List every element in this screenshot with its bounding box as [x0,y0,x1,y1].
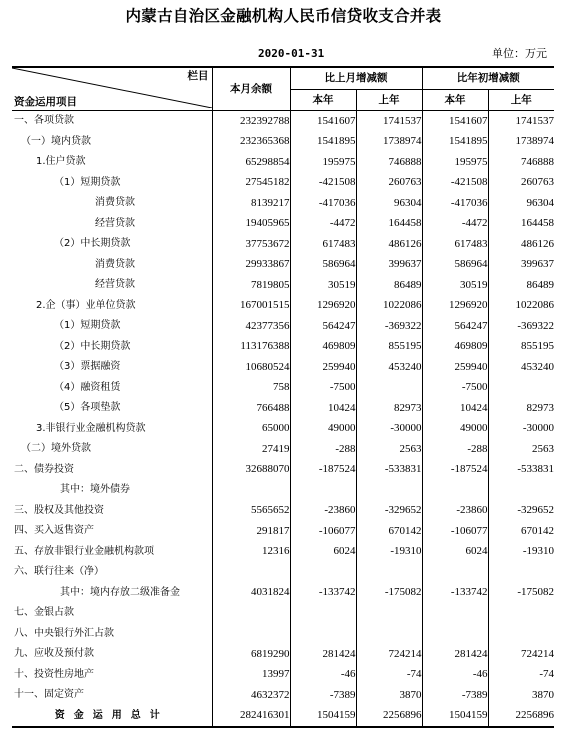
table-row [12,398,554,419]
cell-month-this-year: 10424 [290,398,356,419]
cell-month-last-year: 724214 [356,644,422,665]
cell-balance: 27419 [212,439,290,460]
cell-balance: 42377356 [212,316,290,337]
cell-month-this-year: 1541895 [290,132,356,153]
table-row [12,214,554,235]
cell-ytd-this-year: 6024 [422,542,488,563]
cell-ytd-last-year: 260763 [488,173,554,194]
cell-ytd-last-year: 2256896 [488,706,554,728]
cell-balance [212,603,290,624]
cell-month-last-year: 260763 [356,173,422,194]
row-label: （1）短期贷款 [54,176,121,188]
cell-balance: 113176388 [212,337,290,358]
row-label: 其中：境内存放二级准备金 [60,586,180,598]
cell-month-this-year: 617483 [290,234,356,255]
table-row [12,542,554,563]
cell-ytd-last-year [488,480,554,501]
cell-ytd-last-year [488,624,554,645]
cell-month-last-year [356,378,422,399]
cell-month-this-year [290,562,356,583]
cell-ytd-this-year: -7389 [422,685,488,706]
cell-balance: 4031824 [212,583,290,604]
cell-month-last-year: -369322 [356,316,422,337]
cell-ytd-this-year: 586964 [422,255,488,276]
cell-balance [212,480,290,501]
cell-balance [212,624,290,645]
cell-ytd-last-year: -329652 [488,501,554,522]
table-row [12,480,554,501]
cell-balance: 282416301 [212,706,290,728]
cell-ytd-this-year [422,562,488,583]
table-row [12,624,554,645]
row-label: 六、联行往来（净） [14,566,104,578]
cell-month-last-year: 2563 [356,439,422,460]
cell-ytd-last-year: -533831 [488,460,554,481]
corner-top-label: 栏目 [187,70,209,82]
cell-balance: 4632372 [212,685,290,706]
row-label: 资金运用总计 [12,706,212,728]
cell-balance: 29933867 [212,255,290,276]
table-row [12,562,554,583]
table-row [12,644,554,665]
row-label: 消费贷款 [95,258,135,270]
cell-balance: 6819290 [212,644,290,665]
cell-ytd-last-year: -74 [488,665,554,686]
cell-month-last-year: 453240 [356,357,422,378]
cell-ytd-this-year: 469809 [422,337,488,358]
report-title: 内蒙古自治区金融机构人民币信贷收支合并表 [125,7,442,25]
cell-month-this-year: 6024 [290,542,356,563]
cell-ytd-this-year: -46 [422,665,488,686]
cell-ytd-last-year [488,378,554,399]
report-date: 2020-01-31 [258,47,325,60]
cell-ytd-last-year: 86489 [488,275,554,296]
cell-month-this-year: 281424 [290,644,356,665]
cell-balance: 19405965 [212,214,290,235]
cell-balance: 5565652 [212,501,290,522]
this-year-header-2: 本年 [422,89,488,111]
row-label: 十一、固定资产 [14,689,84,701]
unit-label: 单位：万元 [492,47,547,60]
cell-ytd-this-year: -187524 [422,460,488,481]
cell-month-this-year: -106077 [290,521,356,542]
cell-ytd-this-year: 259940 [422,357,488,378]
table-row [12,439,554,460]
cell-month-last-year: -175082 [356,583,422,604]
row-label: 经营贷款 [95,279,135,291]
row-label: 其中：境外债券 [60,484,130,496]
cell-month-last-year: 746888 [356,152,422,173]
cell-month-this-year: 1541607 [290,111,356,132]
row-label: 九、应收及预付款 [14,648,94,660]
cell-ytd-last-year: 724214 [488,644,554,665]
cell-ytd-this-year [422,480,488,501]
row-label: 五、存放非银行业金融机构款项 [14,545,154,557]
table-row [12,685,554,706]
row-label: 二、债券投资 [14,463,74,475]
header-row-1 [12,67,554,89]
table-row [12,419,554,440]
row-label: （4）融资租赁 [54,381,121,393]
cell-ytd-last-year: 2563 [488,439,554,460]
cell-month-last-year: 486126 [356,234,422,255]
cell-balance: 10680524 [212,357,290,378]
cell-ytd-last-year: -369322 [488,316,554,337]
last-year-header-1: 上年 [356,89,422,111]
balance-header: 本月余额 [212,67,290,111]
cell-ytd-this-year: -4472 [422,214,488,235]
cell-month-last-year: -74 [356,665,422,686]
cell-ytd-this-year: -288 [422,439,488,460]
cell-month-this-year: -4472 [290,214,356,235]
cell-month-this-year: 259940 [290,357,356,378]
cell-month-this-year: 469809 [290,337,356,358]
cell-month-last-year: 82973 [356,398,422,419]
cell-ytd-last-year: 1741537 [488,111,554,132]
vs-year-start-header: 比年初增减额 [422,67,554,89]
cell-balance: 65000 [212,419,290,440]
row-label: （一）境内贷款 [21,135,91,147]
cell-month-this-year: -133742 [290,583,356,604]
credit-table [12,66,554,728]
cell-month-last-year: 1738974 [356,132,422,153]
cell-balance [212,562,290,583]
cell-ytd-last-year: -19310 [488,542,554,563]
cell-ytd-this-year: -133742 [422,583,488,604]
cell-month-last-year: 1741537 [356,111,422,132]
cell-balance: 13997 [212,665,290,686]
table-row [12,521,554,542]
cell-ytd-this-year: 30519 [422,275,488,296]
cell-month-last-year: -533831 [356,460,422,481]
cell-ytd-last-year: -175082 [488,583,554,604]
row-label: （2）中长期贷款 [54,340,131,352]
cell-ytd-this-year: 10424 [422,398,488,419]
cell-balance: 27545182 [212,173,290,194]
cell-month-last-year: -19310 [356,542,422,563]
cell-ytd-this-year: -23860 [422,501,488,522]
table-row [12,234,554,255]
cell-ytd-this-year: 564247 [422,316,488,337]
cell-month-this-year: -46 [290,665,356,686]
row-label: （5）各项垫款 [54,402,121,414]
cell-balance: 758 [212,378,290,399]
total-row [12,706,554,728]
cell-month-last-year: 86489 [356,275,422,296]
table-row [12,337,554,358]
cell-balance: 32688070 [212,460,290,481]
cell-month-last-year: 670142 [356,521,422,542]
cell-balance: 232365368 [212,132,290,153]
cell-ytd-last-year: 670142 [488,521,554,542]
cell-month-last-year: 164458 [356,214,422,235]
cell-ytd-this-year: -106077 [422,521,488,542]
table-row [12,193,554,214]
cell-month-last-year: 399637 [356,255,422,276]
vs-last-month-header: 比上月增减额 [290,67,422,89]
cell-month-this-year: -7389 [290,685,356,706]
corner-header-cell [12,67,212,111]
cell-ytd-last-year: 1022086 [488,296,554,317]
cell-ytd-last-year: 164458 [488,214,554,235]
table-row [12,275,554,296]
cell-ytd-this-year: 1296920 [422,296,488,317]
cell-ytd-last-year: 3870 [488,685,554,706]
table-row [12,460,554,481]
cell-month-this-year [290,603,356,624]
row-label: 经营贷款 [95,217,135,229]
cell-balance: 232392788 [212,111,290,132]
table-row [12,583,554,604]
row-label: 三、股权及其他投资 [14,504,104,516]
table-row [12,132,554,153]
table-row [12,357,554,378]
cell-ytd-last-year: 453240 [488,357,554,378]
cell-ytd-last-year [488,562,554,583]
cell-month-this-year: -187524 [290,460,356,481]
cell-ytd-last-year: 399637 [488,255,554,276]
cell-ytd-last-year: 486126 [488,234,554,255]
cell-balance: 12316 [212,542,290,563]
table-row [12,173,554,194]
row-label: （1）短期贷款 [54,320,121,332]
table-row [12,255,554,276]
cell-ytd-last-year: 1738974 [488,132,554,153]
cell-ytd-last-year: -30000 [488,419,554,440]
cell-ytd-this-year: 1541895 [422,132,488,153]
cell-ytd-this-year: 195975 [422,152,488,173]
row-label: （2）中长期贷款 [54,238,131,250]
cell-month-this-year: 49000 [290,419,356,440]
table-row [12,501,554,522]
table-row [12,296,554,317]
cell-balance: 8139217 [212,193,290,214]
row-label: 八、中央银行外汇占款 [14,627,114,639]
row-label: 十、投资性房地产 [14,668,94,680]
cell-month-last-year [356,562,422,583]
cell-month-last-year: -30000 [356,419,422,440]
cell-ytd-this-year: 617483 [422,234,488,255]
cell-ytd-last-year: 855195 [488,337,554,358]
cell-balance: 37753672 [212,234,290,255]
table-row [12,316,554,337]
cell-month-this-year: 564247 [290,316,356,337]
cell-month-last-year: 96304 [356,193,422,214]
cell-month-last-year: 2256896 [356,706,422,728]
table-row [12,378,554,399]
cell-ytd-this-year: -7500 [422,378,488,399]
cell-balance: 65298854 [212,152,290,173]
cell-ytd-this-year [422,624,488,645]
cell-month-last-year [356,480,422,501]
cell-ytd-this-year: 281424 [422,644,488,665]
last-year-header-2: 上年 [488,89,554,111]
cell-month-last-year: -329652 [356,501,422,522]
this-year-header-1: 本年 [290,89,356,111]
cell-month-this-year: 1504159 [290,706,356,728]
row-label: 2.企（事）业单位贷款 [36,299,136,311]
cell-month-this-year: -417036 [290,193,356,214]
cell-ytd-last-year [488,603,554,624]
cell-month-last-year [356,624,422,645]
cell-month-last-year: 3870 [356,685,422,706]
table-row [12,111,554,132]
cell-month-this-year [290,624,356,645]
cell-month-this-year: -421508 [290,173,356,194]
cell-balance: 167001515 [212,296,290,317]
row-label: 一、各项贷款 [14,115,74,127]
row-label: 七、金银占款 [14,607,74,619]
cell-ytd-last-year: 82973 [488,398,554,419]
cell-month-this-year: 586964 [290,255,356,276]
cell-ytd-this-year: -421508 [422,173,488,194]
cell-balance: 7819805 [212,275,290,296]
cell-ytd-last-year: 96304 [488,193,554,214]
table-row [12,665,554,686]
cell-balance: 291817 [212,521,290,542]
table-row [12,152,554,173]
cell-balance: 766488 [212,398,290,419]
table-row [12,603,554,624]
cell-month-this-year: 1296920 [290,296,356,317]
cell-ytd-this-year: 1541607 [422,111,488,132]
corner-bottom-label: 资金运用项目 [14,95,77,108]
row-label: 消费贷款 [95,197,135,209]
cell-month-last-year [356,603,422,624]
row-label: （3）票据融资 [54,361,121,373]
cell-month-last-year: 1022086 [356,296,422,317]
cell-ytd-last-year: 746888 [488,152,554,173]
row-label: 四、买入返售资产 [14,525,94,537]
cell-month-this-year: -23860 [290,501,356,522]
row-label: 3.非银行业金融机构贷款 [36,422,146,434]
row-label: （二）境外贷款 [21,443,91,455]
cell-month-last-year: 855195 [356,337,422,358]
cell-ytd-this-year: 1504159 [422,706,488,728]
cell-ytd-this-year: -417036 [422,193,488,214]
cell-month-this-year [290,480,356,501]
cell-month-this-year: 195975 [290,152,356,173]
cell-ytd-this-year [422,603,488,624]
row-label: 1.住户贷款 [36,156,86,168]
cell-month-this-year: -7500 [290,378,356,399]
cell-month-this-year: -288 [290,439,356,460]
cell-month-this-year: 30519 [290,275,356,296]
cell-ytd-this-year: 49000 [422,419,488,440]
